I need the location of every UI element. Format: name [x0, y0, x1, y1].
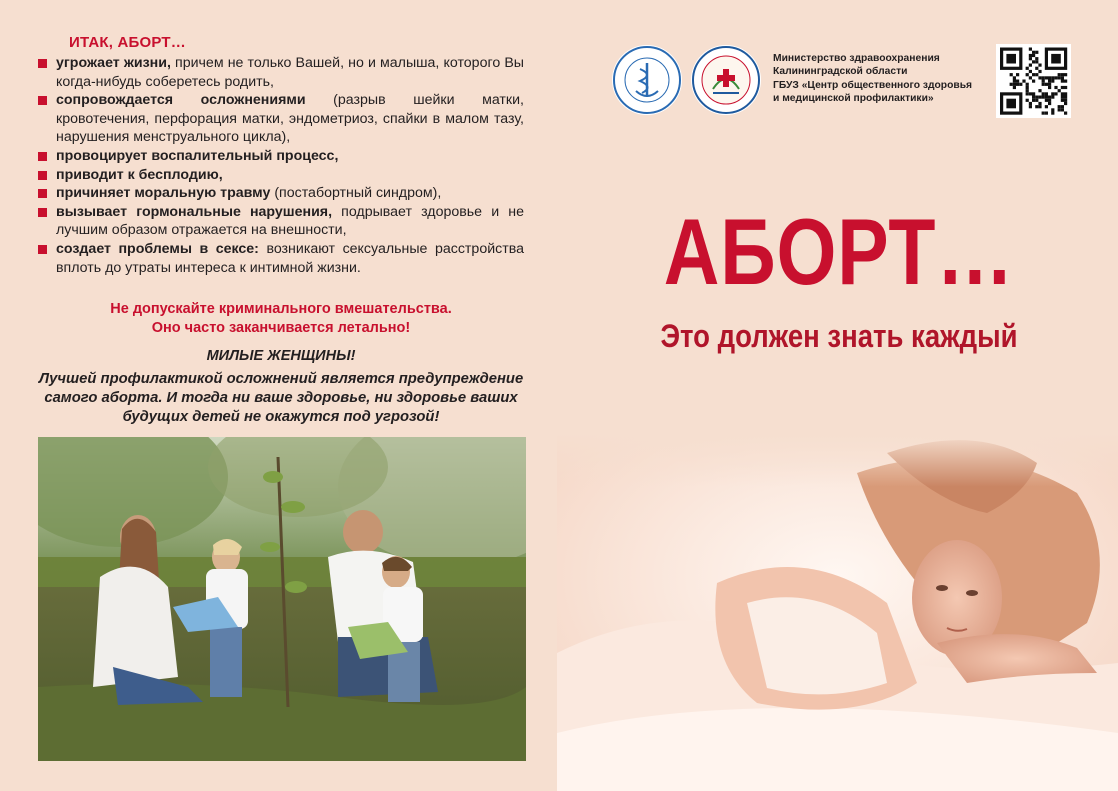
appeal-text: Лучшей профилактикой осложнений является предупреждение самого аборта. И тогда ни ваше здоровье, ни здоровье ваших будущих детей не окажутся под угрозой!: [38, 371, 524, 425]
woman-in-bed-photo: [557, 433, 1118, 791]
list-item: [38, 203, 524, 240]
bullet-square-icon: [38, 245, 47, 254]
bullet-square-icon: [38, 96, 47, 105]
bullet-square-icon: [38, 59, 47, 68]
list-item: [38, 147, 524, 166]
list-item-bold: угрожает жизни,: [56, 55, 171, 71]
org-line-3: ГБУЗ «Центр общественного здоровья: [773, 79, 973, 91]
subtitle: Это должен знать каждый: [660, 318, 1018, 354]
list-item-bold: приводит к бесплодию,: [56, 166, 223, 183]
list-item-text: причем не только Вашей, но и малыша, которого Вы когда-нибудь соберетесь родить,: [56, 55, 524, 90]
list-item-text: (разрыв шейки матки, кровотечения, перфорация матки, эндометриоз, спайки в малом тазу, нарушения менструального цикла),: [56, 92, 524, 146]
list-item-text: (постабортный синдром),: [270, 185, 442, 202]
qr-code-icon[interactable]: [996, 44, 1071, 118]
list-item: [38, 166, 524, 185]
list-item-bold: провоцирует воспалительный процесс,: [56, 147, 339, 164]
organization-name: [773, 52, 983, 106]
bullet-square-icon: [38, 171, 47, 180]
list-item-text: возникают сексуальные расстройства вплоть до утраты интереса к интимной жизни.: [56, 240, 524, 276]
bullet-square-icon: [38, 208, 47, 217]
center-logo-icon: [691, 45, 761, 115]
intro-heading: ИТАК, АБОРТ…: [69, 34, 186, 51]
list-item: [38, 240, 524, 277]
warning-line-2: Оно часто заканчивается летально!: [151, 320, 411, 336]
family-gardening-photo: [38, 437, 526, 761]
ministry-logo-icon: [612, 45, 682, 115]
list-item-text: подрывает здоровье и не лучшим образом отражается на внешности,: [56, 203, 524, 239]
warning-text: [38, 300, 524, 338]
list-item-bold: причиняет моральную травму: [56, 185, 271, 202]
appeal-heading: МИЛЫЕ ЖЕНЩИНЫ!: [206, 348, 356, 364]
list-item: [38, 54, 524, 91]
list-item-bold: сопровождается осложнениями: [56, 92, 306, 109]
main-title: АБОРТ…: [663, 199, 1015, 304]
consequences-list: [38, 54, 524, 277]
list-item-bold: создает проблемы в сексе:: [56, 240, 259, 257]
list-item-bold: вызывает гормональные нарушения,: [56, 203, 333, 220]
bullet-square-icon: [38, 189, 47, 198]
list-item: [38, 184, 524, 203]
org-line-4: и медицинской профилактики»: [773, 93, 934, 105]
bullet-square-icon: [38, 152, 47, 161]
org-line-1: Министерство здравоохранения: [773, 53, 940, 64]
list-item: [38, 91, 524, 147]
warning-line-1: Не допускайте криминального вмешательства.: [110, 301, 452, 317]
org-line-2: Калининградской области: [773, 66, 908, 78]
